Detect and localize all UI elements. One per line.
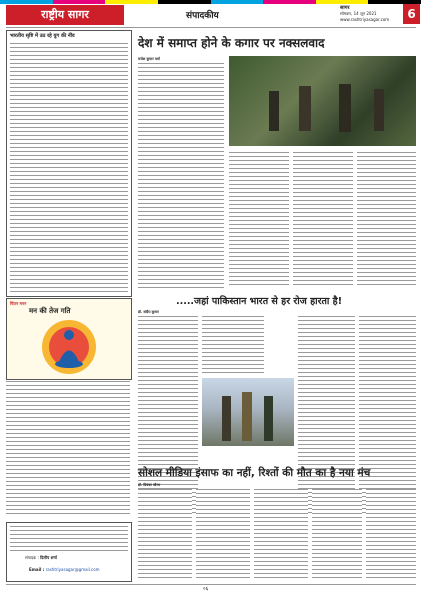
soldier-figure (339, 84, 351, 132)
imprint-text (10, 526, 128, 552)
soldier-figure (299, 86, 311, 131)
date-block (340, 5, 389, 23)
feature-text (6, 381, 130, 517)
article1-text-col3 (293, 152, 353, 288)
guard-figure (264, 396, 273, 441)
article3-text-col1 (138, 489, 192, 581)
guard-figure (242, 392, 252, 441)
article3-byline: डॉ. प्रियंका सौरभ (138, 483, 161, 487)
article2-headline: .....जहां पाकिस्तान भारत से हर रोज हारता है! (176, 296, 343, 307)
email-address[interactable]: rashtriyasagar@gmail.com (45, 567, 100, 572)
article1-text-col2 (229, 152, 289, 288)
article2-text-col2 (202, 316, 264, 374)
border-ceremony-figures (202, 378, 294, 446)
soldier-figure (374, 89, 384, 131)
guard-figure (222, 396, 231, 441)
figure-legs (55, 360, 83, 368)
article1-byline: राजेश कुमार वर्मा (138, 57, 160, 61)
article1-text-col1 (138, 63, 224, 288)
article2-text-col4 (359, 316, 416, 516)
feature-title: मन की तेज गति (29, 307, 71, 315)
article3-text-col5 (366, 489, 416, 581)
article2-byline: डॉ. संदीप कुमार (138, 310, 159, 314)
editor-label: संपादक (25, 555, 37, 560)
feature-label: चिंतन मनन (10, 301, 27, 306)
article3-text-col4 (312, 489, 362, 581)
imprint-box (6, 522, 132, 582)
soldier-figure (269, 91, 279, 131)
article3-headline: सोशल मीडिया इंसाफ का नहीं, रिश्तों की मौत का है नया मंच (138, 467, 371, 479)
article3-text-col2 (196, 489, 250, 581)
website: www.rashtriyasagar.com (340, 17, 390, 22)
meditation-illustration (29, 317, 109, 375)
article1-photo (229, 56, 416, 146)
footer-rule (6, 584, 416, 585)
editorial-subhead: भारतीय सृष्टि में उठ रहे युग की नींव (10, 33, 75, 39)
figure-head (64, 330, 74, 340)
editorial-text (10, 43, 128, 293)
newspaper-logo: राष्ट्रीय सागर (6, 5, 124, 25)
article3-text-col3 (254, 489, 308, 581)
city-name: सागर (340, 5, 350, 11)
editorial-column (6, 30, 132, 297)
article1-headline: देश में समाप्त होने के कगार पर नक्सलवाद (138, 36, 325, 50)
masthead-rule (6, 27, 416, 28)
editor-line: संपादक : दिलीप शर्मा (25, 555, 57, 560)
article1-text-col4 (357, 152, 416, 288)
article2-photo (202, 378, 294, 446)
page-number: 6 (403, 4, 420, 24)
masthead (0, 4, 421, 26)
article2-text-col3 (298, 316, 355, 516)
troops-silhouette (229, 56, 416, 146)
footer-page-mark: ०६ (203, 586, 209, 592)
feature-box (6, 298, 132, 380)
editor-name: दिलीप शर्मा (40, 555, 57, 560)
email-line (29, 567, 100, 572)
issue-date: सोमवार, 14 जून 2021 (340, 11, 377, 16)
email-label: Email : (29, 567, 45, 572)
section-title: संपादकीय (186, 11, 219, 21)
